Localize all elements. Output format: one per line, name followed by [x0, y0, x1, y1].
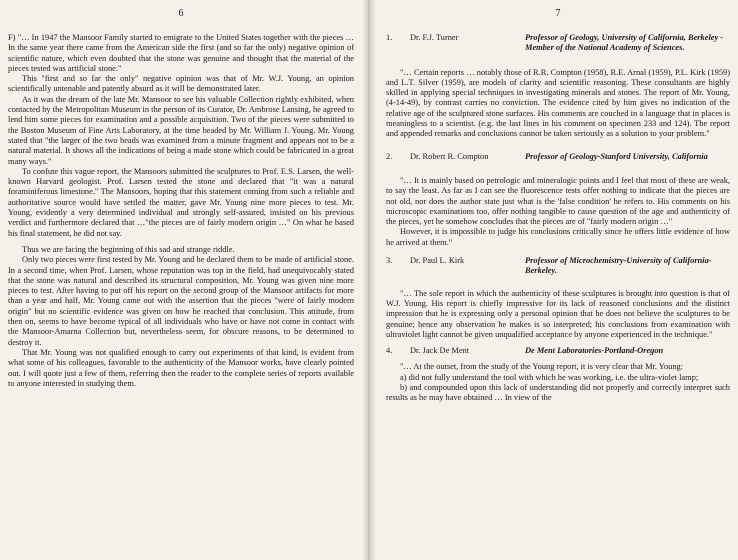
paragraph: Only two pieces were first tested by Mr. Young and he declared them to be made of artificial stone. In a second time, when Prof. Larsen, whose reputation was top in the field, had unequivocably stated that the stone was natural and described its structural composition, Mr. Young was given nine more pieces to test. After having to put off his report on the second group of the Mansoor artifacts for more than a year and half, Mr. Young came out with the assertion that the pieces "were of fairly modern origin" but no scientific evidence was given on how he reached that conclusion. This attitude, from then on, seems to have become typical of all individuals who have or have not come in contact with the Mansoor-Amarna Collection but, nevertheless seem, for obscure reasons, to be determined to destroy it. — [8, 255, 354, 347]
report-quote: "… At the outset, from the study of the Young report, it is very clear that Mr. Young: — [400, 362, 684, 372]
report-author-header — [386, 152, 730, 162]
report-quote: "… The sole report in which the authenticity of these sculptures is brought into question is that of W.J. Young. His report is chiefly impressive for its lack of reasoned conclusions and the distinct impression that he is expressing only a personal opinion that he does not believe the sculptures to be genuine; hence any observation he makes is so interpreted; his conclusions from examination with ultraviolet light cannot be given unqualified acceptance by anyone experienced in the technique." — [386, 288, 730, 339]
paragraph: This "first and so far the only" negative opinion was that of Mr. W.J. Young, an opinion scientifically untenable and patently absurd as it will be demonstrated later. — [8, 74, 354, 94]
paragraph: F) "… In 1947 the Mansoor Family started to emigrate to the United States together with the pieces … In the same year there came from the American side the first (and so far the only) negative opinion of scientific nature, which even doubted that the stone was genuine and thought that the material of the pieces tested was artificial stone." — [8, 33, 354, 73]
author-affiliation: De Ment Laboratories-Portland-Oregon — [525, 346, 664, 356]
author-name: Dr. F.J. Turner — [410, 33, 459, 42]
paragraph: Thus we are facing the beginning of this sad and strange riddle. — [22, 244, 235, 254]
left-page — [0, 0, 368, 560]
entry-number: 3. — [386, 256, 393, 266]
report-quote: "… Certain reports … notably those of R.R. Compton (1958), R.E. Arnal (1959), P.L. Kirk (1959) and L.T. Silver (1959), are models of clarity and scientific reasoning. These consultants are highly skilled in applying special techniques in investigating minerals and stones. The report of Mr. Young, (4-14-49), by contrast carries no conviction. The evidence cited by him gives no indication of the relative age of the sculptured stone surfaces. His comments are couched in a language that in places is meaningless to a scientist. (e.g. the last lines in his comment on specimen 233 and 124). The report and appended remarks and conclusions cannot be taken seriously as a solution to your problem." — [386, 67, 730, 139]
paragraph: As it was the dream of the late Mr. Mansoor to see his valuable Collection rightly exhibited, when contacted by the Metropolitan Museum in the person of its Curator, Dr. Ambrose Lansing, he agreed to lend him some pieces for examination and a possible acquisition. Two of the pieces were submitted to the Boston Museum of Fine Arts Laboratory, at the time headed by Mr. William J. Young. Mr. Young stated that "the larger of the two heads was examined from a minute fragment and appears not to be a natural material. It shows all the indications of being a made stone which could be fabricated in a great many ways." — [8, 94, 354, 166]
book-gutter — [362, 0, 376, 560]
author-name: Dr. Paul L. Kirk — [410, 256, 465, 266]
author-affiliation: Professor of Geology-Stanford University, California — [525, 151, 708, 161]
report-author-header — [386, 33, 730, 54]
report-author-header — [386, 256, 730, 277]
author-name: Dr. Robert R. Compton — [410, 151, 489, 161]
page-number-left: 6 — [178, 8, 184, 19]
report-quote: a) did not fully understand the tool with which he was working, i.e. the ultra-violet lamp; — [400, 372, 699, 382]
author-affiliation: Professor of Microchemistry-University of California-Berkeley. — [525, 256, 712, 276]
author-name: Dr. Jack De Ment — [410, 346, 470, 356]
entry-number: 1. — [386, 33, 393, 42]
paragraph: To confute this vague report, the Mansoors submitted the sculptures to Prof. E.S. Larsen, the well-known Harvard geologist. Prof. Larsen tested the stone and declared that "it was a natural foraminiferous limestone." The Mansoors, hoping that this statement coming from such a reliable and authoritative source would have settled the matter, gave Mr. Young nine more pieces to test. Mr. Young, evidently a very determined individual and strongly self-assured, insisted on his previous verdict and furthermore declared that …"the pieces are of fairly modern origin …" On what he based his final statement, he did not say. — [8, 166, 354, 238]
report-quote: "… It is mainly based on petrologic and mineralogic points and I feel that most of these are weak, to say the least. As far as I can see the fluorescence tests offer nothing to indicate that the pieces are not old, nor does the author state just what is the 'false condition' he refers to. His comments on his microscopic examinations too, offer nothing tangible to cause question of the age and authenticity of the pieces, yet he somehow concludes that the pieces are of "fairly modern origin …" — [386, 175, 730, 227]
entry-number: 4. — [386, 346, 393, 356]
entry-number: 2. — [386, 151, 393, 161]
author-affiliation: Professor of Geology, University of California, Berkeley - Member of the National Academy of Sciences. — [525, 33, 724, 53]
right-page — [368, 0, 738, 560]
report-quote: However, it is impossible to judge his conclusions critically since he offers little evidence of how he arrived at them." — [386, 227, 730, 247]
page-number-right: 7 — [555, 8, 561, 19]
report-quote: b) and compounded upon this lack of understanding did not properly and correctly interpret such results as he may have obtained … In view of the — [386, 383, 730, 403]
report-author-header — [386, 346, 730, 356]
paragraph: That Mr. Young was not qualified enough to carry out experiments of that kind, is evident from what some of his colleagues, favorable to the authenticity of the Mansoor works, have clearly pointed out. I will quote just a few of them, referring then the reader to the complete series of reports available to anyone interested in studying them. — [8, 347, 354, 388]
